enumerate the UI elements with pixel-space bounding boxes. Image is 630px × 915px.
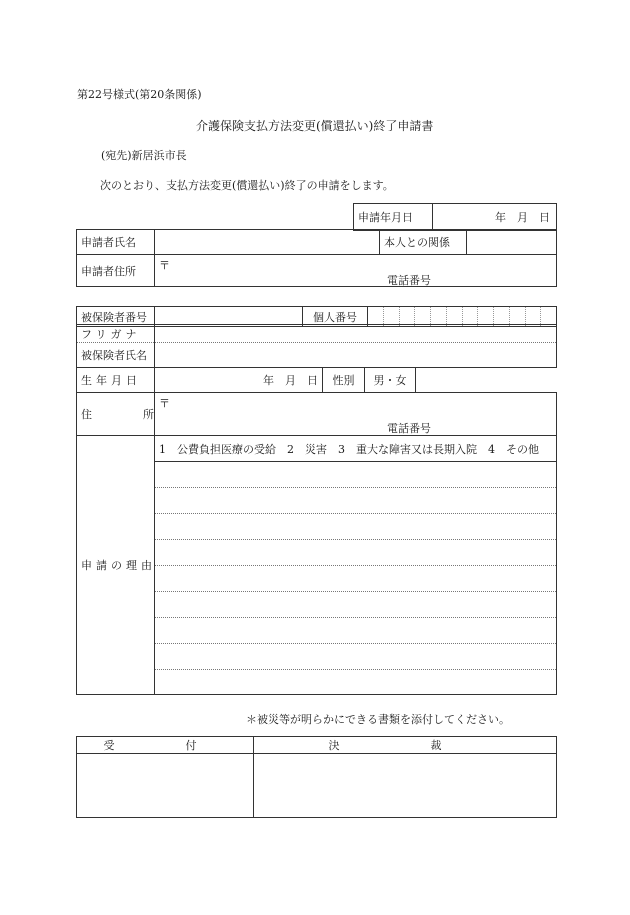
application-date-value: 年 月 日 xyxy=(495,211,550,224)
applicant-phone-label: 電話番号 xyxy=(387,274,431,287)
applicant-address-label: 申請者住所 xyxy=(77,255,155,287)
reason-options[interactable]: 1 公費負担医療の受給 2 災害 3 重大な障害又は長期入院 4 その他 xyxy=(155,436,557,462)
insured-postal-mark: 〒 xyxy=(159,397,170,410)
sex-value: 男・女 xyxy=(373,374,407,387)
received-stamp-area xyxy=(77,754,254,818)
furigana-field[interactable] xyxy=(155,325,557,343)
intro-text: 次のとおり、支払方法変更(償還払い)終了の申請をします。 xyxy=(100,179,394,192)
reason-line[interactable] xyxy=(155,592,557,618)
relation-label: 本人との関係 xyxy=(380,230,467,255)
applicant-name-field[interactable] xyxy=(155,230,380,255)
received-header xyxy=(77,737,254,754)
birth-date-label: 生年月日 xyxy=(77,368,155,393)
sex-field[interactable] xyxy=(365,368,416,393)
addressee: (宛先)新居浜市長 xyxy=(101,149,187,162)
blank-cell xyxy=(416,368,558,393)
reason-line[interactable] xyxy=(155,488,557,514)
decision-header xyxy=(254,737,557,754)
reason-label: 申請の理由 xyxy=(77,436,155,695)
reason-line[interactable] xyxy=(155,644,557,670)
insured-address-label xyxy=(77,393,174,436)
furigana-label: フリガナ xyxy=(77,325,155,343)
reason-line[interactable] xyxy=(155,618,557,644)
insured-name-field[interactable] xyxy=(155,343,557,368)
decision-label: 決 裁 xyxy=(328,739,482,752)
relation-field[interactable] xyxy=(467,230,557,255)
application-date-label: 申請年月日 xyxy=(354,204,433,231)
reason-line[interactable] xyxy=(155,462,557,488)
insured-address-field[interactable] xyxy=(155,393,557,436)
sex-label: 性別 xyxy=(323,368,365,393)
reason-line[interactable] xyxy=(155,540,557,566)
insured-number-label: 被保険者番号 xyxy=(77,307,155,327)
form-title: 介護保険支払方法変更(償還払い)終了申請書 xyxy=(196,119,434,133)
personal-number-label: 個人番号 xyxy=(303,307,368,327)
birth-date-value: 年 月 日 xyxy=(263,374,318,387)
birth-date-field[interactable] xyxy=(155,368,323,393)
decision-stamp-area xyxy=(254,754,557,818)
postal-mark: 〒 xyxy=(159,259,170,272)
insured-name-label: 被保険者氏名 xyxy=(77,343,155,368)
insured-phone-label: 電話番号 xyxy=(387,422,431,435)
received-label: 受 付 xyxy=(103,739,227,752)
reason-line[interactable] xyxy=(155,566,557,592)
attachment-note: ＊被災等が明らかにできる書類を添付してください。 xyxy=(246,713,510,726)
office-use-table xyxy=(76,736,557,818)
applicant-name-label: 申請者氏名 xyxy=(77,230,155,255)
applicant-address-field[interactable] xyxy=(155,255,557,287)
application-date-field[interactable] xyxy=(433,204,557,231)
reason-line[interactable] xyxy=(155,514,557,540)
insured-address-text: 住 所 xyxy=(81,408,174,421)
form-number: 第22号様式(第20条関係) xyxy=(77,88,202,101)
reason-line[interactable] xyxy=(155,670,557,695)
